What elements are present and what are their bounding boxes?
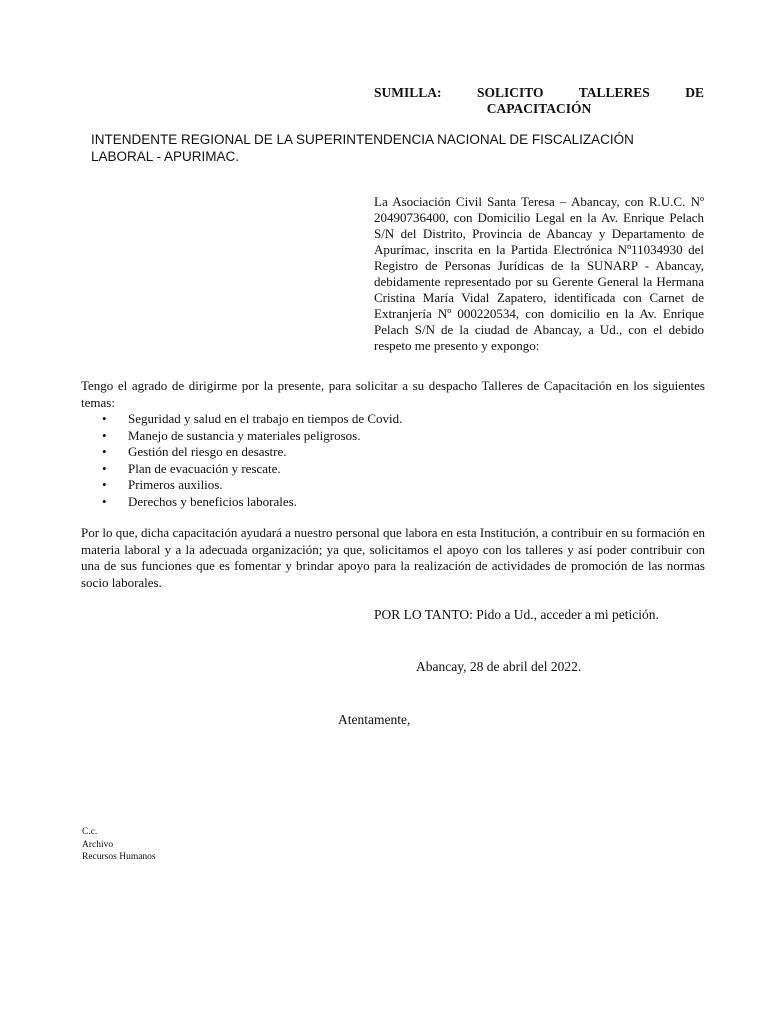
addressee-block — [91, 131, 691, 165]
addressee-line-1: INTENDENTE REGIONAL DE LA SUPERINTENDENCIA NACIONAL DE FISCALIZACIÓN — [91, 132, 634, 147]
list-item — [102, 428, 402, 445]
topic-text: Seguridad y salud en el trabajo en tiempos de Covid. — [128, 411, 403, 426]
topic-text: Plan de evacuación y rescate. — [128, 460, 281, 476]
sumilla-line-2: CAPACITACIÓN — [486, 101, 592, 116]
intro-paragraph: La Asociación Civil Santa Teresa – Abancay, con R.U.C. Nº 20490736400, con Domicilio Legal en la Av. Enrique Pelach S/N del Distrito, Provincia de Abancay y Departamento de Apurímac, inscrita en la Partida Electrónica Nº11034930 del Registro de Personas Jurídicas de la SUNARP - Abancay, debidamente representado por su Gerente General la Hermana Cristina María Vidal Zapatero, identificada con Carnet de Extranjería Nº 000220534, con domicilio en la Av. Enrique Pelach S/N de la ciudad de Abancay, a Ud., con el debido respeto me presento y expongo: — [374, 194, 704, 353]
cc-block — [82, 826, 156, 864]
cc-label: C.c. — [82, 827, 98, 837]
list-item — [102, 411, 402, 428]
date-line: Abancay, 28 de abril del 2022. — [416, 659, 582, 674]
list-item — [102, 461, 402, 478]
petition-line: POR LO TANTO: Pido a Ud., acceder a mi petición. — [374, 607, 659, 622]
topic-text: Primeros auxilios. — [128, 477, 223, 492]
cc-item-archivo: Archivo — [82, 839, 114, 850]
sumilla-heading — [374, 85, 704, 117]
topic-text: Gestión del riesgo en desastre. — [128, 444, 287, 459]
topic-text: Derechos y beneficios laborales. — [128, 493, 297, 509]
sumilla-line-1: SUMILLA: SOLICITO TALLERES DE — [374, 85, 704, 100]
list-item — [102, 494, 402, 511]
bullet-icon: • — [102, 460, 107, 476]
topics-list — [102, 411, 402, 510]
bullet-icon: • — [102, 493, 107, 509]
topic-text: Manejo de sustancia y materiales peligrosos. — [128, 427, 361, 443]
bullet-icon: • — [102, 477, 107, 492]
bullet-icon: • — [102, 411, 107, 426]
list-item — [102, 477, 402, 494]
cc-item-recursos-humanos: Recursos Humanos — [82, 852, 156, 862]
bullet-icon: • — [102, 444, 107, 459]
body-paragraph-1: Tengo el agrado de dirigirme por la presente, para solicitar a su despacho Talleres de Capacitación en los siguientes temas: — [81, 378, 705, 410]
list-item — [102, 444, 402, 461]
body-paragraph-2: Por lo que, dicha capacitación ayudará a nuestro personal que labora en esta Institución, a contribuir en su formación en materia laboral y a la adecuada organización; ya que, solicitamos el apoyo con los talleres y así poder contribuir con una de sus funciones que es fomentar y brindar apoyo para la realización de actividades de promoción de las normas socio laborales. — [81, 525, 705, 590]
salutation: Atentamente, — [338, 712, 411, 727]
bullet-icon: • — [102, 427, 107, 443]
addressee-line-2: LABORAL - APURIMAC. — [91, 149, 240, 164]
